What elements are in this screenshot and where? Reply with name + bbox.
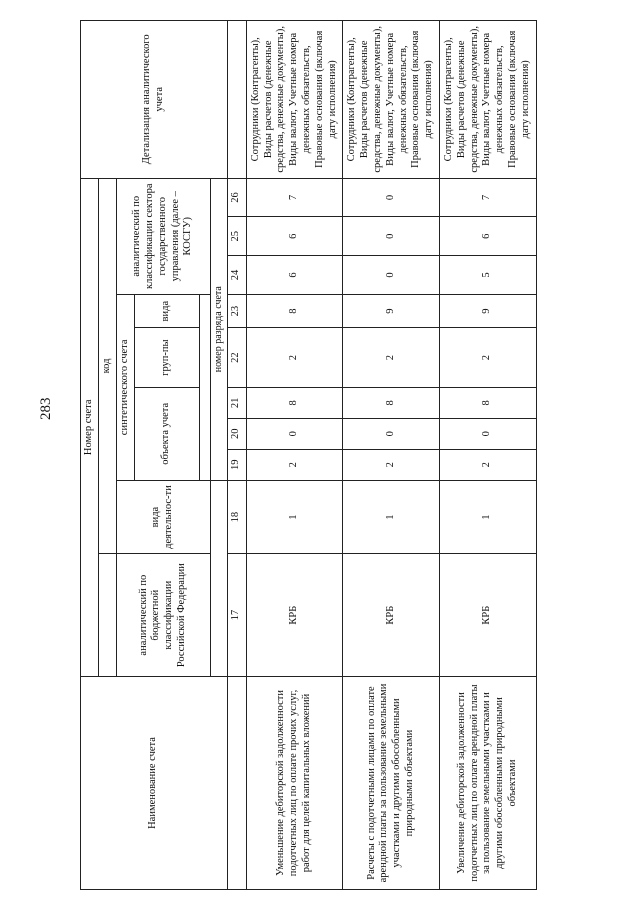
- object-digit: 2: [343, 449, 440, 480]
- header-analytics-detail: Детализация аналитического учета: [81, 21, 228, 179]
- header-synthetic-account: синтетического счета: [116, 294, 134, 480]
- object-digit: 0: [439, 418, 536, 449]
- kosgu-digit: 0: [343, 178, 440, 217]
- kbk-code: КРБ: [246, 554, 343, 677]
- header-account-name: Наименование счета: [81, 676, 228, 889]
- account-name: Увеличение дебиторской задолженности подотчетных лиц по оплате арендной платы за пользование земельными участками и другими обособленными природными объектами: [439, 676, 536, 889]
- account-name: Расчеты с подотчетными лицами по оплате арендной платы за пользование земельными участками и другими обособленными природными объектами: [343, 676, 440, 889]
- header-object: объекта учета: [134, 387, 199, 480]
- kosgu-digit: 0: [343, 217, 440, 256]
- kosgu-digit: 0: [343, 256, 440, 295]
- digit-position: 19: [227, 449, 246, 480]
- object-digit: 8: [246, 387, 343, 418]
- header-analytic-kosgu: аналитический по классификации сектора государственного управления (далее – КОСГУ): [116, 178, 210, 294]
- digit-position: 21: [227, 387, 246, 418]
- kosgu-digit: 7: [246, 178, 343, 217]
- kosgu-digit: 6: [246, 217, 343, 256]
- table-row: [343, 21, 440, 890]
- kosgu-digit: 6: [246, 256, 343, 295]
- digit-position: 24: [227, 256, 246, 295]
- header-digit-number: номер разряда счета: [210, 178, 227, 480]
- kosgu-digit: 5: [439, 256, 536, 295]
- analytics-detail: Сотрудники (Контрагенты), Виды расчетов (денежные средства, денежные документы), Виды валют, Учетные номера денежных обязательств, Правовые основания (включая дату исполнения): [439, 21, 536, 179]
- object-digit: 8: [343, 387, 440, 418]
- group-digit: 2: [246, 328, 343, 387]
- header-blank-left: [210, 480, 227, 676]
- num-blank-detail: [227, 21, 246, 179]
- digit-position: 23: [227, 294, 246, 328]
- activity-code: 1: [246, 480, 343, 554]
- accounts-table: [80, 20, 537, 890]
- header-code: код: [99, 178, 117, 554]
- analytics-detail: Сотрудники (Контрагенты), Виды расчетов (денежные средства, денежные документы), Виды валют, Учетные номера денежных обязательств, Правовые основания (включая дату исполнения): [343, 21, 440, 179]
- group-digit: 2: [439, 328, 536, 387]
- header-blank-spacer: [99, 554, 117, 677]
- object-digit: 2: [439, 449, 536, 480]
- digit-position: 26: [227, 178, 246, 217]
- kind-digit: 9: [343, 294, 440, 328]
- kind-digit: 8: [246, 294, 343, 328]
- kbk-code: КРБ: [343, 554, 440, 677]
- rotated-table-container: [80, 20, 531, 890]
- table-row: [439, 21, 536, 890]
- page-number: 283: [38, 397, 54, 420]
- digit-position: 18: [227, 480, 246, 554]
- digit-position: 17: [227, 554, 246, 677]
- object-digit: 2: [246, 449, 343, 480]
- header-groups: груп-пы: [134, 328, 199, 387]
- digit-position: 20: [227, 418, 246, 449]
- activity-code: 1: [439, 480, 536, 554]
- kosgu-digit: 6: [439, 217, 536, 256]
- kind-digit: 9: [439, 294, 536, 328]
- header-account-number: Номер счета: [81, 178, 99, 676]
- activity-code: 1: [343, 480, 440, 554]
- object-digit: 0: [343, 418, 440, 449]
- num-blank-name: [227, 676, 246, 889]
- header-analytic-budget: аналитический по бюджетной классификации Российской Федерации: [116, 554, 210, 677]
- header-kind: вида: [134, 294, 199, 328]
- group-digit: 2: [343, 328, 440, 387]
- analytics-detail: Сотрудники (Контрагенты), Виды расчетов (денежные средства, денежные документы), Виды валют, Учетные номера денежных обязательств, Правовые основания (включая дату исполнения): [246, 21, 343, 179]
- header-blank-row: [199, 294, 210, 480]
- table-row: [246, 21, 343, 890]
- object-digit: 0: [246, 418, 343, 449]
- kbk-code: КРБ: [439, 554, 536, 677]
- object-digit: 8: [439, 387, 536, 418]
- kosgu-digit: 7: [439, 178, 536, 217]
- digit-position: 22: [227, 328, 246, 387]
- account-name: Уменьшение дебиторской задолженности подотчетных лиц по оплате прочих услуг, работ для целей капитальных вложений: [246, 676, 343, 889]
- header-activity-type: вида деятельнос-ти: [116, 480, 210, 554]
- digit-position: 25: [227, 217, 246, 256]
